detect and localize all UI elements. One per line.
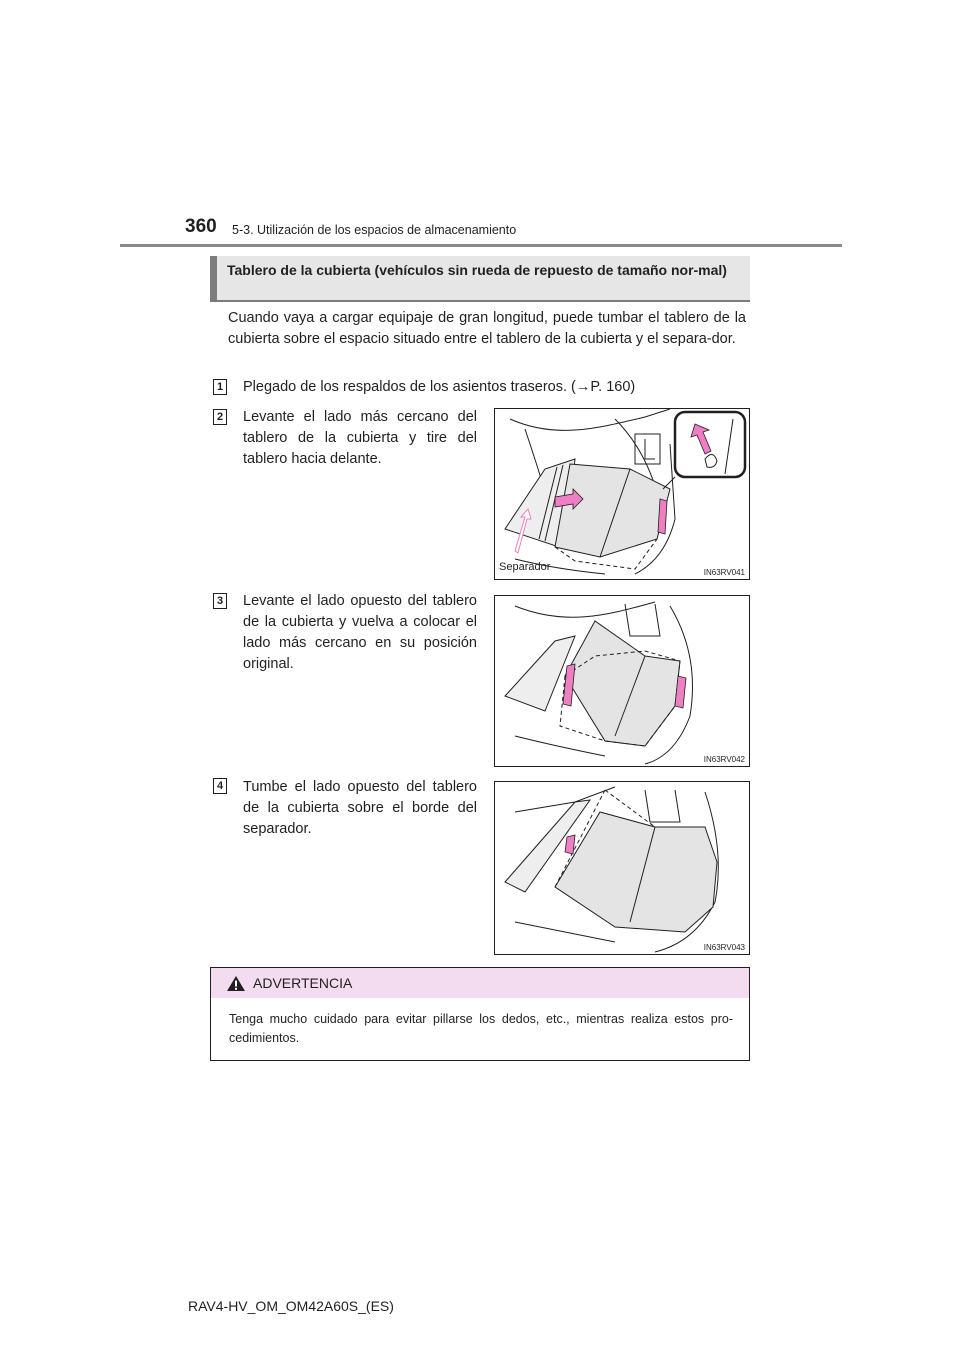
figure-code: IN63RV042	[703, 755, 745, 764]
figure-code: IN63RV043	[703, 943, 745, 952]
fold-arrow	[565, 835, 575, 854]
warning-box	[210, 967, 750, 1061]
warning-triangle-icon	[226, 975, 246, 992]
figure-pull-board-forward	[494, 408, 750, 580]
page-number: 360	[185, 216, 217, 237]
step-number-3: 3	[213, 593, 227, 609]
separator-label: Separador	[499, 561, 551, 573]
document-code: RAV4-HV_OM_OM42A60S_(ES)	[188, 1298, 394, 1314]
cargo-board-illustration-1	[495, 409, 749, 579]
figure-lay-board-on-separator	[494, 781, 750, 955]
step-number-4: 4	[213, 778, 227, 794]
step-number-2: 2	[213, 409, 227, 425]
cargo-board-illustration-3	[495, 782, 749, 954]
section-heading: Tablero de la cubierta (vehículos sin rueda de repuesto de tamaño nor-mal)	[210, 256, 750, 302]
warning-title: ADVERTENCIA	[253, 975, 353, 991]
step-number-1: 1	[213, 379, 227, 395]
step-1-text: Plegado de los respaldos de los asientos traseros. (→P. 160)	[243, 379, 636, 395]
cargo-board-illustration-2	[495, 596, 749, 766]
figure-code: IN63RV041	[703, 568, 745, 577]
warning-text: Tenga mucho cuidado para evitar pillarse los dedos, etc., mientras realiza estos pro-cedimientos.	[229, 1012, 733, 1045]
lift-arrow	[658, 499, 667, 534]
step-2-text: Levante el lado más cercano del tablero de la cubierta y tire del tablero hacia delante.	[243, 409, 477, 467]
figure-reposition-board	[494, 595, 750, 767]
intro-paragraph: Cuando vaya a cargar equipaje de gran longitud, puede tumbar el tablero de la cubierta sobre el espacio situado entre el tablero de la cubierta y el separa-dor.	[228, 310, 746, 347]
lower-arrow	[563, 664, 575, 706]
step-3-text: Levante el lado opuesto del tablero de la cubierta y vuelva a colocar el lado más cercano en su posición original.	[243, 593, 477, 672]
step-4-text: Tumbe el lado opuesto del tablero de la cubierta sobre el borde del separador.	[243, 779, 477, 837]
breadcrumb: 5-3. Utilización de los espacios de almacenamiento	[232, 223, 517, 237]
warning-header	[211, 968, 749, 998]
header-divider	[120, 244, 842, 247]
